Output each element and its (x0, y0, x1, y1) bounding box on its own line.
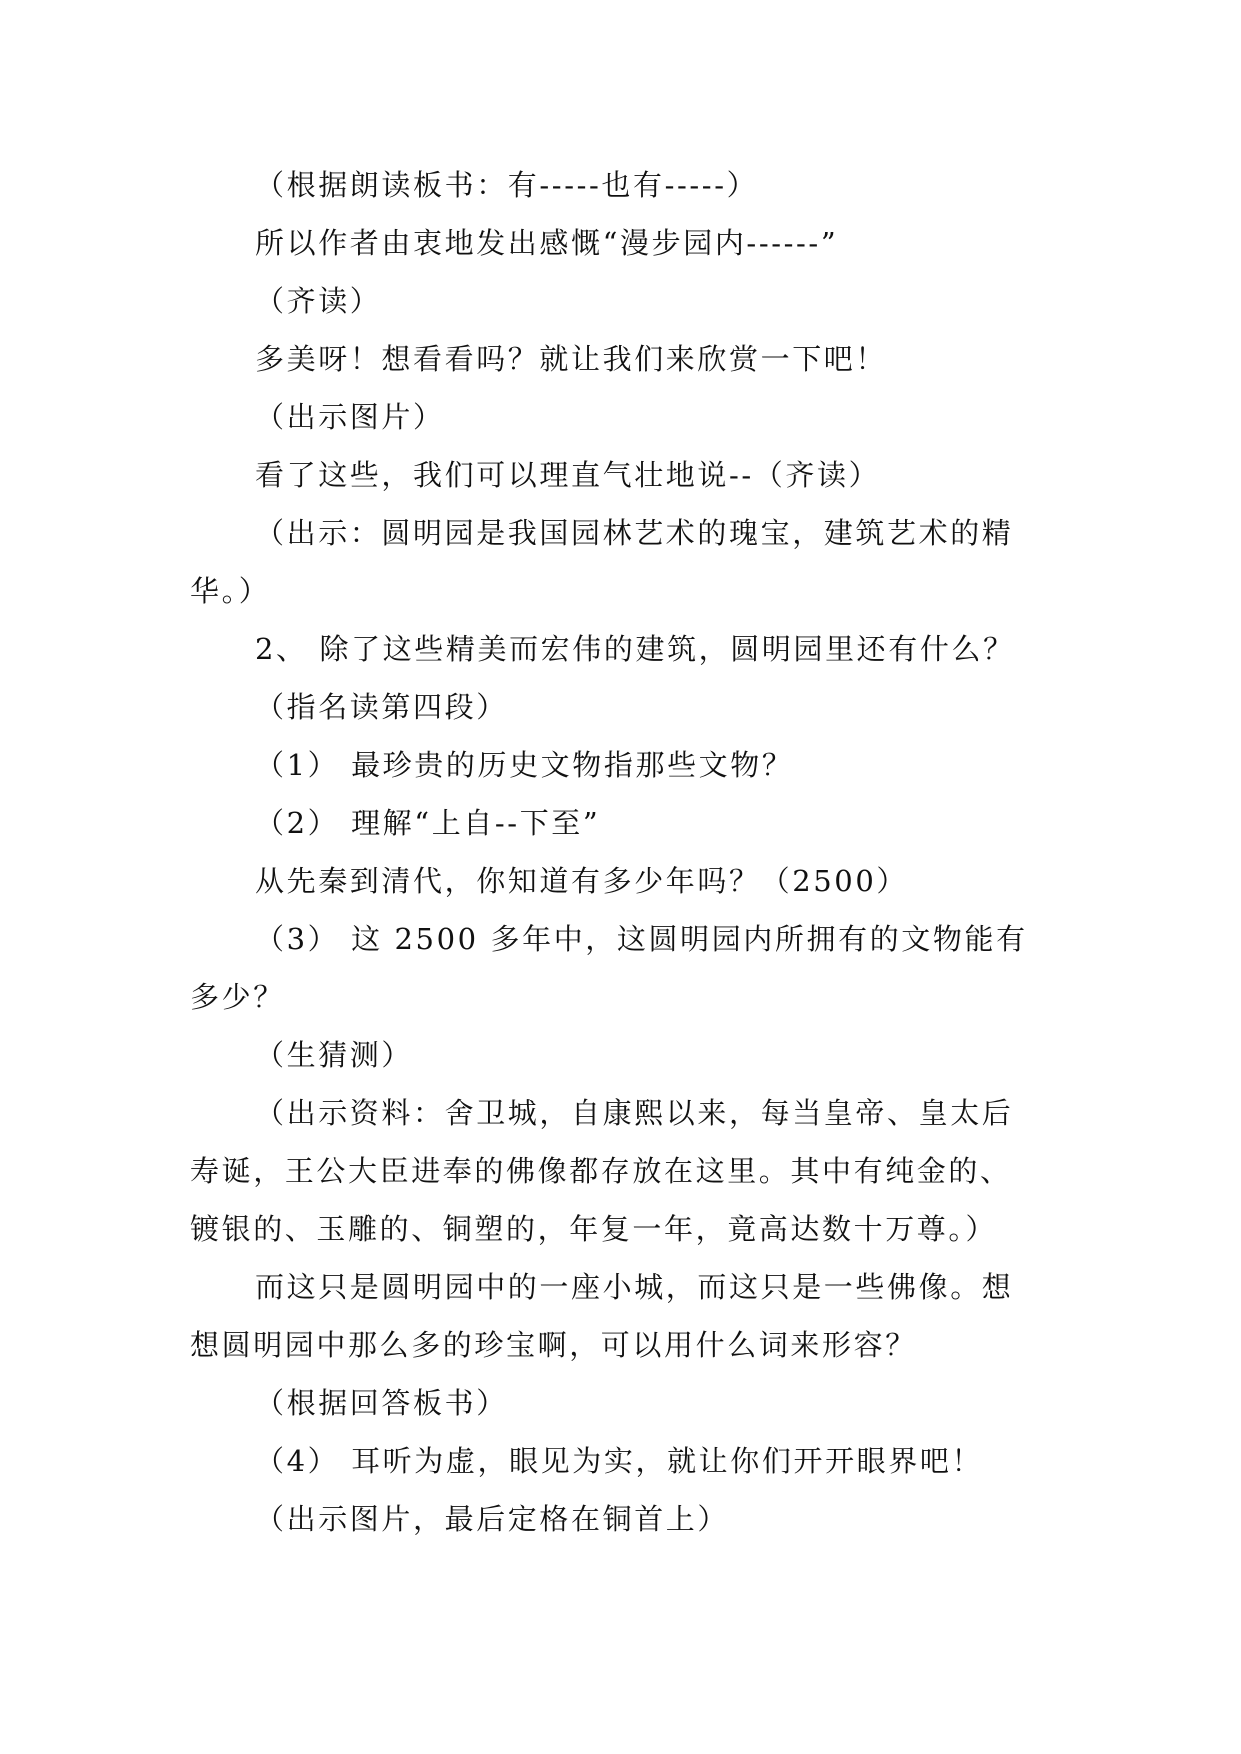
text-line-14: （3） 这 2500 多年中，这圆明园内所拥有的文物能有 (255, 922, 1028, 956)
text-line-2: 所以作者由衷地发出感慨“漫步园内------” (255, 226, 839, 260)
text-line-20: 而这只是圆明园中的一座小城，而这只是一些佛像。想 (255, 1270, 1014, 1304)
text-line-1: （根据朗读板书：有-----也有-----） (255, 168, 759, 202)
text-line-15: 多少？ (190, 980, 285, 1014)
text-line-17: （出示资料：舍卫城，自康熙以来，每当皇帝、皇太后 (255, 1096, 1014, 1130)
text-line-16: （生猜测） (255, 1038, 414, 1072)
text-line-11: （1） 最珍贵的历史文物指那些文物？ (255, 748, 794, 782)
text-line-7: （出示：圆明园是我国园林艺术的瑰宝，建筑艺术的精 (255, 516, 1014, 550)
text-line-19: 镀银的、玉雕的、铜塑的，年复一年，竟高达数十万尊。） (190, 1212, 998, 1246)
text-line-23: （4） 耳听为虚，眼见为实，就让你们开开眼界吧！ (255, 1444, 984, 1478)
text-line-12: （2） 理解“上自--下至” (255, 806, 601, 840)
text-line-10: （指名读第四段） (255, 690, 508, 724)
text-line-8: 华。） (190, 574, 271, 608)
text-line-5: （出示图片） (255, 400, 445, 434)
text-line-3: （齐读） (255, 284, 382, 318)
text-line-22: （根据回答板书） (255, 1386, 508, 1420)
text-line-6: 看了这些，我们可以理直气壮地说--（齐读） (255, 458, 881, 492)
text-line-9: 2、 除了这些精美而宏伟的建筑，圆明园里还有什么？ (255, 632, 1015, 666)
text-line-18: 寿诞，王公大臣进奉的佛像都存放在这里。其中有纯金的、 (190, 1154, 1012, 1188)
text-line-24: （出示图片，最后定格在铜首上） (255, 1502, 730, 1536)
text-line-13: 从先秦到清代，你知道有多少年吗？（2500） (255, 864, 909, 898)
text-line-4: 多美呀！想看看吗？就让我们来欣赏一下吧！ (255, 342, 888, 376)
text-line-21: 想圆明园中那么多的珍宝啊，可以用什么词来形容？ (190, 1328, 917, 1362)
